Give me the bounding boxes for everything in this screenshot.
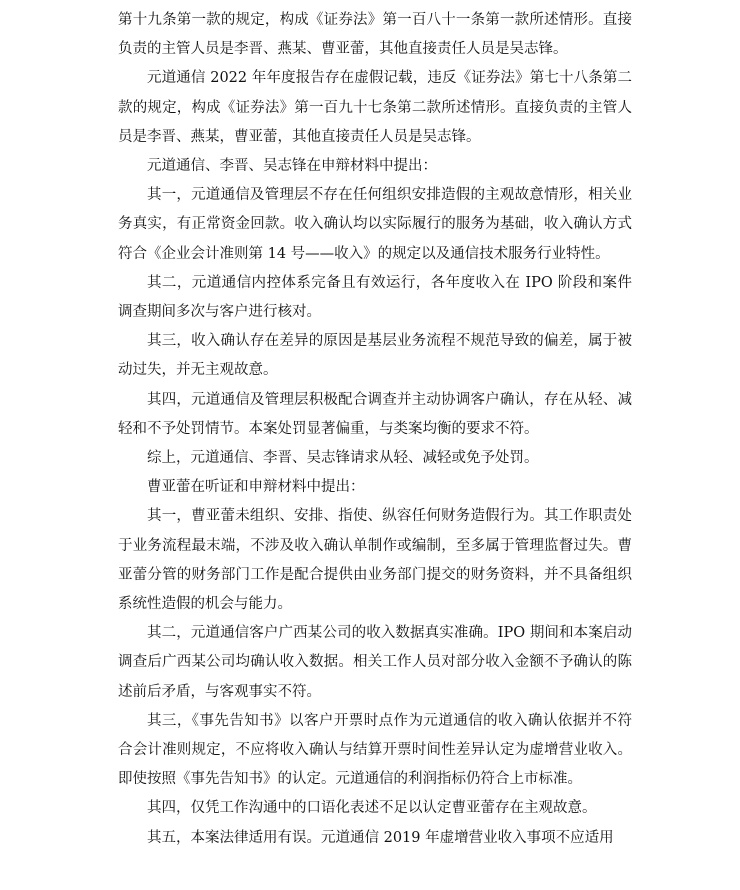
document-body xyxy=(118,6,632,853)
paragraph-defense-summary: 综上，元道通信、李晋、吴志锋请求从轻、减轻或免予处罚。 xyxy=(147,450,539,467)
paragraph-cao-intro: 曹亚蕾在听证和申辩材料中提出： xyxy=(147,479,365,496)
paragraph-defense-point-3: 其三，收入确认存在差异的原因是基层业务流程不规范导致的偏差，属于被动过失，并无主观故意。 xyxy=(118,333,632,379)
paragraph-cao-point-4: 其四，仅凭工作沟通中的口语化表述不足以认定曹亚蕾存在主观故意。 xyxy=(147,800,597,817)
paragraph-annual-report-2022: 元道通信 2022 年年度报告存在虚假记载，违反《证券法》第七十八条第二款的规定，构成《证券法》第一百九十七条第二款所述情形。直接负责的主管人员是李晋、燕某，曹亚蕾，其他直接责任人员是吴志锋。 xyxy=(118,70,632,145)
paragraph-cao-point-5: 其五，本案法律适用有误。元道通信 2019 年虚增营业收入事项不应适用 xyxy=(147,829,614,846)
paragraph-defense-point-2: 其二，元道通信内控体系完备且有效运行，各年度收入在 IPO 阶段和案件调查期间多次与客户进行核对。 xyxy=(118,274,632,321)
paragraph-continued: 第十九条第一款的规定，构成《证券法》第一百八十一条第一款所述情形。直接负责的主管人员是李晋、燕某、曹亚蕾，其他直接责任人员是吴志锋。 xyxy=(118,12,632,58)
paragraph-defense-intro: 元道通信、李晋、吴志锋在申辩材料中提出： xyxy=(147,158,437,175)
paragraph-cao-point-2: 其二，元道通信客户广西某公司的收入数据真实准确。IPO 期间和本案启动调查后广西某公司均确认收入数据。相关工作人员对部分收入金额不予确认的陈述前后矛盾，与客观事实不符。 xyxy=(118,625,632,700)
paragraph-cao-point-1: 其一，曹亚蕾未组织、安排、指使、纵容任何财务造假行为。其工作职责处于业务流程最末端，不涉及收入确认单制作或编制，至多属于管理监督过失。曹亚蕾分管的财务部门工作是配合提供由业务部门提交的财务资料，并不具备组织系统性造假的机会与能力。 xyxy=(118,508,632,613)
paragraph-cao-point-3: 其三，《事先告知书》以客户开票时点作为元道通信的收入确认依据并不符合会计准则规定，不应将收入确认与结算开票时间性差异认定为虚增营业收入。即使按照《事先告知书》的认定。元道通信的利润指标仍符合上市标准。 xyxy=(118,712,632,788)
paragraph-defense-point-1: 其一，元道通信及管理层不存在任何组织安排造假的主观故意情形，相关业务真实，有正常资金回款。收入确认均以实际履行的服务为基础，收入确认方式符合《企业会计准则第 14 号——收入》的规定以及通信技术服务行业特性。 xyxy=(118,187,632,262)
paragraph-defense-point-4: 其四，元道通信及管理层积极配合调查并主动协调客户确认，存在从轻、减轻和不予处罚情节。本案处罚显著偏重，与类案均衡的要求不符。 xyxy=(118,391,632,437)
